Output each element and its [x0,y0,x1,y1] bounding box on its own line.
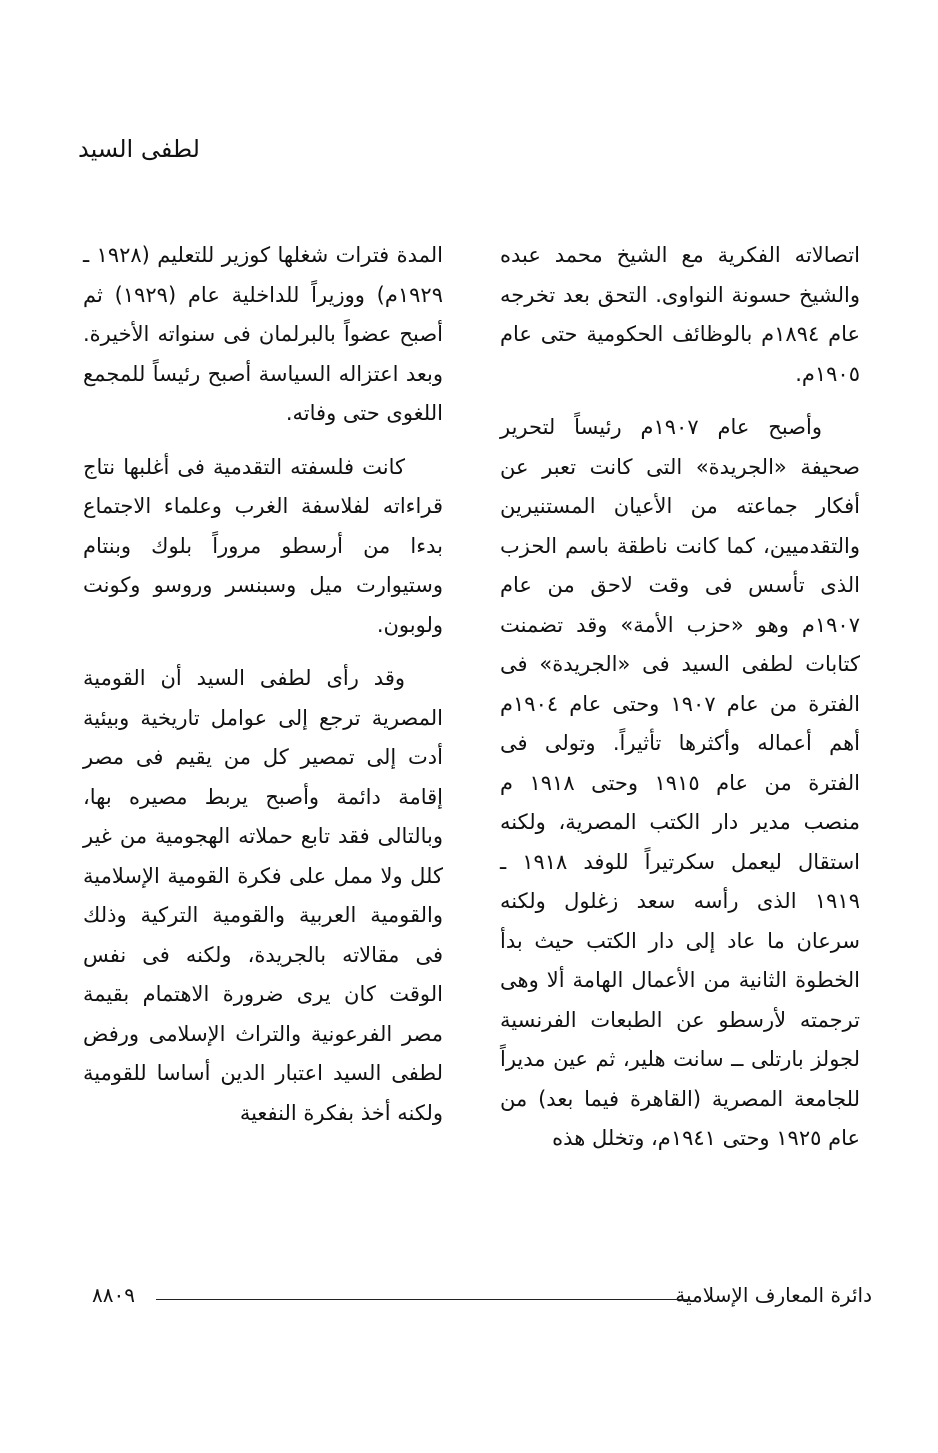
left-column [83,236,443,1147]
page-number: ٨٨٠٩ [92,1283,135,1307]
page-footer [92,1283,872,1313]
footer-divider [156,1299,690,1300]
running-header: لطفى السيد [77,135,200,163]
paragraph: كانت فلسفته التقدمية فى أغلبها نتاج قراءاته لفلاسفة الغرب وعلماء الاجتماع بدءا من أرسطو مروراً بلوك وبنتام وستيوارت ميل وسبنسر وروسو وكونت ولوبون. [83,454,443,637]
right-column [500,236,860,1173]
paragraph: وقد رأى لطفى السيد أن القومية المصرية ترجع إلى عوامل تاريخية وبيئية أدت إلى تمصير كل من يقيم فى مصر إقامة دائمة وأصبح يربط مصيره بها، وبالتالى فقد تابع حملاته الهجومية من غير كلل ولا ممل على فكرة القومية الإسلامية والقومية العربية والقومية التركية وذلك فى مقالاته بالجريدة، ولكنه فى نفس الوقت كان يرى ضرورة الاهتمام بقيمة مصر الفرعونية والتراث الإسلامى ورفض لطفى السيد اعتبار الدين أساسا للقومية ولكنه أخذ بفكرة النفعية [83,666,443,1125]
paragraph: المدة فترات شغلها كوزير للتعليم (١٩٢٨ ـ ١٩٢٩م) ووزيراً للداخلية عام (١٩٢٩) ثم أصبح عضواً بالبرلمان فى سنواته الأخيرة. وبعد اعتزاله السياسة أصبح رئيساً للمجمع اللغوى حتى وفاته. [83,243,444,425]
paragraph: اتصالاته الفكرية مع الشيخ محمد عبده والشيخ حسونة النواوى. التحق بعد تخرجه عام ١٨٩٤م بالوظائف الحكومية حتى عام ١٩٠٥م. [500,243,860,386]
paragraph: وأصبح عام ١٩٠٧م رئيساً لتحرير صحيفة «الجريدة» التى كانت تعبر عن أفكار جماعته من الأعيان المستنيرين والتقدميين، كما كانت ناطقة باسم الحزب الذى تأسس فى وقت لاحق من عام ١٩٠٧م وهو «حزب الأمة» وقد تضمنت كتابات لطفى السيد فى «الجريدة» فى الفترة من عام ١٩٠٧ وحتى عام ١٩٠٤م أهم أعماله وأكثرها تأثيراً. وتولى فى الفترة من عام ١٩١٥ وحتى ١٩١٨ م منصب مدير دار الكتب المصرية، ولكنه استقال ليعمل سكرتيراً للوفد ١٩١٨ ـ ١٩١٩ الذى رأسه سعد زغلول ولكنه سرعان ما عاد إلى دار الكتب حيث بدأ الخطوة الثانية من الأعمال الهامة ألا وهى ترجمته لأرسطو عن الطبعات الفرنسية لجولز بارتلى ــ سانت هلير، ثم عين مديراً للجامعة المصرية (القاهرة فيما بعد) من عام ١٩٢٥ وحتى ١٩٤١م، وتخلل هذه [500,415,861,1150]
footer-publication-title: دائرة المعارف الإسلامية [675,1283,872,1307]
